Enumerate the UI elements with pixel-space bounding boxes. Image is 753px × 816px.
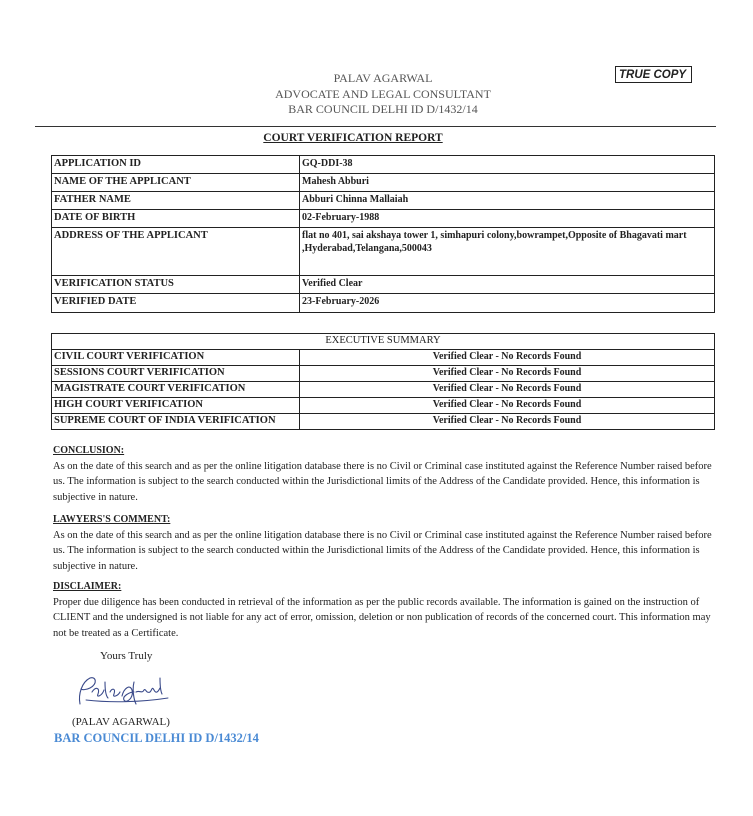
- table-row: [52, 414, 715, 430]
- advocate-designation: ADVOCATE AND LEGAL CONSULTANT: [275, 86, 491, 101]
- conclusion-text: As on the date of this search and as per the online litigation database there is no Civil or Criminal case instituted against the Reference Number raised before us. The information is subject to the search conducted within the Jurisdictional limits of the Address of the Candidate provided. Hence, this information is subjective in nature.: [53, 460, 712, 503]
- detail-value: Abburi Chinna Mallaiah: [300, 192, 715, 210]
- closing-salutation: Yours Truly: [100, 650, 153, 662]
- detail-label: APPLICATION ID: [52, 156, 300, 174]
- court-label: MAGISTRATE COURT VERIFICATION: [52, 382, 300, 398]
- disclaimer-section: [53, 579, 713, 641]
- table-row: [52, 350, 715, 366]
- executive-summary-title: EXECUTIVE SUMMARY: [52, 334, 715, 350]
- report-title: COURT VERIFICATION REPORT: [263, 132, 443, 144]
- detail-label: VERIFIED DATE: [52, 294, 300, 313]
- detail-label: ADDRESS OF THE APPLICANT: [52, 228, 300, 276]
- court-label: CIVIL COURT VERIFICATION: [52, 350, 300, 366]
- conclusion-heading: CONCLUSION:: [53, 445, 125, 456]
- court-result: Verified Clear - No Records Found: [300, 382, 715, 398]
- detail-label: NAME OF THE APPLICANT: [52, 174, 300, 192]
- header-divider: [35, 126, 716, 127]
- advocate-bar-id: BAR COUNCIL DELHI ID D/1432/14: [288, 102, 478, 116]
- disclaimer-heading: DISCLAIMER:: [53, 581, 122, 592]
- letterhead: [200, 71, 566, 118]
- signatory-name: (PALAV AGARWAL): [72, 716, 170, 728]
- table-row: [52, 366, 715, 382]
- table-row: [52, 156, 715, 174]
- signatory-bar-id: BAR COUNCIL DELHI ID D/1432/14: [54, 731, 259, 745]
- table-row: [52, 398, 715, 414]
- detail-label: VERIFICATION STATUS: [52, 276, 300, 294]
- table-row: [52, 382, 715, 398]
- detail-label: DATE OF BIRTH: [52, 210, 300, 228]
- executive-summary-table: [51, 333, 715, 430]
- table-row: [52, 192, 715, 210]
- table-row: [52, 276, 715, 294]
- signature-image: [72, 670, 182, 710]
- conclusion-section: [53, 443, 713, 505]
- lawyers-comment-text: As on the date of this search and as per the online litigation database there is no Civil or Criminal case instituted against the Reference Number raised before us. The information is subject to the search conducted within the Jurisdictional limits of the Address of the Candidate provided. Hence, this information is subjective in nature.: [53, 529, 712, 572]
- detail-value: GQ-DDI-38: [300, 156, 715, 174]
- table-row: [52, 294, 715, 313]
- lawyers-comment-heading: LAWYERS'S COMMENT:: [53, 514, 171, 525]
- court-result: Verified Clear - No Records Found: [300, 366, 715, 382]
- court-result: Verified Clear - No Records Found: [300, 414, 715, 430]
- detail-value: Mahesh Abburi: [300, 174, 715, 192]
- disclaimer-text: Proper due diligence has been conducted in retrieval of the information as per the public records available. The information is gained on the instruction of CLIENT and the undersigned is not liable for any act of error, omission, deletion or non publication of records of the concerned court. This information may not be treated as a Certificate.: [53, 596, 711, 639]
- court-label: SESSIONS COURT VERIFICATION: [52, 366, 300, 382]
- court-label: SUPREME COURT OF INDIA VERIFICATION: [52, 414, 300, 430]
- table-row: [52, 334, 715, 350]
- court-label: HIGH COURT VERIFICATION: [52, 398, 300, 414]
- detail-value: 23-February-2026: [300, 294, 715, 313]
- table-row: [52, 210, 715, 228]
- court-result: Verified Clear - No Records Found: [300, 350, 715, 366]
- table-row: [52, 228, 715, 276]
- applicant-details-table: [51, 155, 715, 313]
- detail-label: FATHER NAME: [52, 192, 300, 210]
- detail-value: 02-February-1988: [300, 210, 715, 228]
- table-row: [52, 174, 715, 192]
- court-result: Verified Clear - No Records Found: [300, 398, 715, 414]
- detail-value: Verified Clear: [300, 276, 715, 294]
- detail-value: flat no 401, sai akshaya tower 1, simhapuri colony,bowrampet,Opposite of Bhagavati mart ,Hyderabad,Telangana,500043: [300, 228, 715, 276]
- advocate-name: PALAV AGARWAL: [333, 71, 433, 85]
- lawyers-comment-section: [53, 512, 713, 574]
- true-copy-stamp: TRUE COPY: [615, 66, 692, 83]
